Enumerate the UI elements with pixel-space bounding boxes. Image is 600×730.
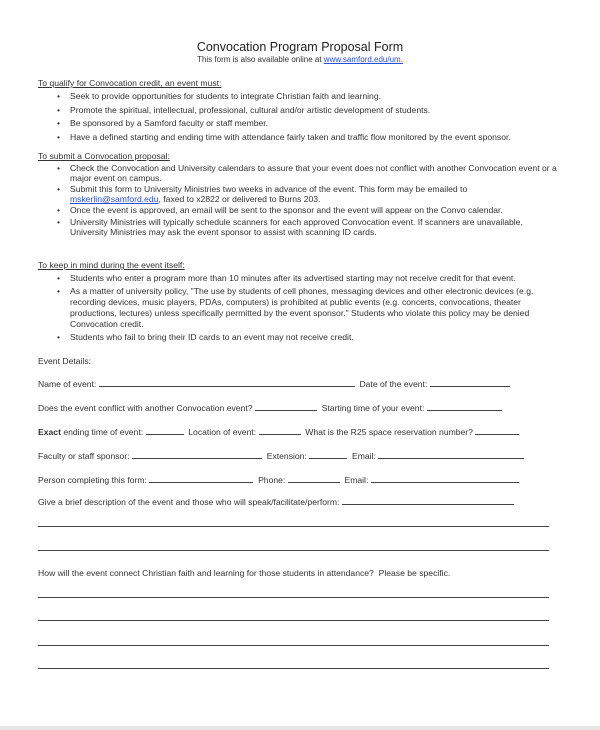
date-label: Date of the event:	[354, 379, 430, 389]
list-item: • Have a defined starting and ending time with attendance fairly taken and traffic flow monitored by the event sponsor.	[38, 131, 558, 145]
list-item: • Be sponsored by a Samford faculty or staff member.	[38, 117, 558, 131]
name-label: Name of event:	[38, 379, 99, 389]
qualify-heading: To qualify for Convocation credit, an event must:	[38, 78, 222, 88]
description-field[interactable]	[342, 496, 514, 505]
page-bottom-edge	[0, 726, 600, 730]
mind-heading: To keep in mind during the event itself:	[38, 260, 185, 270]
row-sponsor	[38, 450, 524, 461]
sponsor-email-field[interactable]	[378, 450, 524, 459]
list-item: • Students who enter a program more than 10 minutes after its advertised starting may not receive credit for that event.	[38, 273, 558, 284]
row-name-date	[38, 378, 510, 389]
phone-label: Phone:	[253, 475, 288, 485]
event-details-heading: Event Details:	[38, 356, 92, 366]
ending-label: ending time of event:	[60, 427, 146, 437]
row-person	[38, 474, 519, 485]
person-label: Person completing this form:	[38, 475, 150, 485]
r25-label: What is the R25 space reservation number?	[300, 427, 476, 437]
email2-label: Email:	[339, 475, 371, 485]
sponsor-field[interactable]	[132, 450, 262, 459]
description-line[interactable]	[38, 550, 549, 551]
email-link[interactable]: mskerlin@samford.edu	[70, 193, 159, 204]
qualify-list	[38, 90, 558, 144]
date-field[interactable]	[430, 378, 510, 387]
row-description	[38, 496, 514, 507]
subtitle-text: This form is also available online at	[197, 55, 324, 64]
submit-heading: To submit a Convocation proposal:	[38, 151, 170, 161]
start-label: Starting time of your event:	[316, 403, 427, 413]
list-item: • Check the Convocation and University calendars to assure that your event does not conflict with another Convocation event or a major event on campus.	[38, 164, 558, 184]
submit-list	[38, 164, 558, 239]
subtitle	[0, 55, 600, 64]
phone-field[interactable]	[288, 474, 340, 483]
list-item: • Promote the spiritual, intellectual, professional, cultural and/or artistic development of students.	[38, 104, 558, 118]
location-field[interactable]	[259, 426, 301, 435]
conflict-field[interactable]	[255, 402, 317, 411]
list-item: • Students who fail to bring their ID cards to an event may not receive credit.	[38, 332, 558, 343]
description-line[interactable]	[38, 526, 549, 527]
faith-line[interactable]	[38, 645, 549, 646]
item-text: , faxed to x2822 or delivered to Burns 203.	[158, 193, 321, 204]
list-item: • University Ministries will typically schedule scanners for each approved Convocation event. If scanners are unavailable, University Ministries may ask the event sponsor to assist with scanning ID cards.	[38, 218, 558, 238]
faith-line[interactable]	[38, 597, 549, 598]
description-label: Give a brief description of the event and those who will speak/facilitate/perform:	[38, 497, 342, 507]
r25-field[interactable]	[475, 426, 519, 435]
page-title: Convocation Program Proposal Form	[196, 40, 404, 54]
person-field[interactable]	[149, 474, 253, 483]
extension-field[interactable]	[309, 450, 347, 459]
start-time-field[interactable]	[427, 402, 502, 411]
email-label: Email:	[347, 451, 379, 461]
person-email-field[interactable]	[371, 474, 519, 483]
name-field[interactable]	[99, 378, 355, 387]
list-item: • Once the event is approved, an email will be sent to the sponsor and the event will appear on the Convo calendar.	[38, 206, 558, 216]
website-link[interactable]: www.samford.edu/um.	[323, 55, 403, 64]
row-conflict-start	[38, 402, 502, 413]
conflict-label: Does the event conflict with another Convocation event?	[38, 403, 255, 413]
faith-label: How will the event connect Christian faith and learning for those students in attendance? Please be specific.	[38, 568, 451, 578]
list-item	[38, 185, 558, 205]
faith-line[interactable]	[38, 620, 549, 621]
sponsor-label: Faculty or staff sponsor:	[38, 451, 132, 461]
extension-label: Extension:	[261, 451, 310, 461]
exact-label: Exact	[38, 427, 61, 437]
row-end-location-r25	[38, 426, 519, 437]
list-item: • As a matter of university policy, "The use by students of cell phones, messaging devices and other electronic devices (e.g. recording devices, music players, PDAs, computers) is prohibited at public events (e.g. concerts, convocations, theater productions, lectures) unless specifically permitted by the event sponsor." Students who violate this policy may be denied Convocation credit.	[38, 286, 558, 329]
list-item: • Seek to provide opportunities for students to integrate Christian faith and learning.	[38, 90, 558, 104]
end-time-field[interactable]	[146, 426, 184, 435]
faith-line[interactable]	[38, 668, 549, 669]
location-label: Location of event:	[183, 427, 259, 437]
mind-list	[38, 273, 558, 345]
item-text: Submit this form to University Ministries two weeks in advance of the event. This form may be emailed to	[70, 184, 468, 195]
